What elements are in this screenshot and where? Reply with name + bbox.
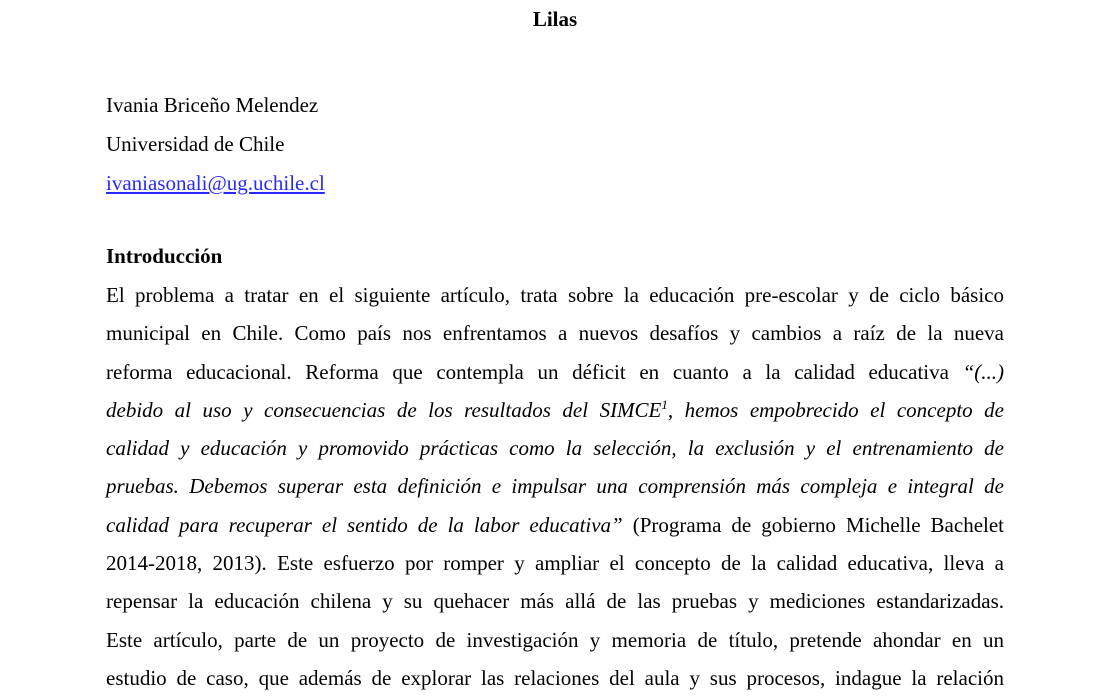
quote-text: “(...) [962,359,1004,384]
quote-text: calidad y educación y promovido prácticas como la selección, la exclusión y el entrenamiento de [106,436,1004,461]
paragraph-text: estudio de caso, que además de explorar las relaciones del aula y sus procesos, indague la relación [106,665,1004,690]
author-name: Ivania Briceño Melendez [106,93,319,117]
introduction-paragraph [106,276,1004,697]
paragraph-line-9 [106,582,1004,620]
paragraph-line-11 [106,659,1004,697]
paragraph-text: El problema a tratar en el siguiente artículo, trata sobre la educación pre-escolar y de ciclo básico [106,283,1004,307]
paragraph-text: Este artículo, parte de un proyecto de investigación y memoria de título, pretende ahondar en un [106,627,1004,652]
paragraph-line-2 [106,314,1004,352]
author-email-link[interactable]: ivaniasonali@ug.uchile.cl [106,171,325,195]
paragraph-line-10 [106,621,1004,659]
quote-text: pruebas. Debemos superar esta definición e impulsar una comprensión más compleja e integral de [106,474,1004,499]
quote-text: , hemos empobrecido el concepto de [667,397,1004,422]
quote-text: debido al uso y consecuencias de los resultados del SIMCE [106,397,662,422]
paragraph-line-6 [106,467,1004,505]
paragraph-text: municipal en Chile. Como país nos enfrentamos a nuevos desafíos y cambios a raíz de la nueva [106,321,1004,346]
paragraph-line-3 [106,353,1004,391]
document-title: Lilas [532,7,578,31]
paragraph-text: reforma educacional. Reforma que contempla un déficit en cuanto a la calidad educativa [106,359,963,384]
paragraph-line-7 [106,506,1004,544]
paragraph-line-4 [106,391,1004,429]
paragraph-text: 2014-2018, 2013). Este esfuerzo por romper y ampliar el concepto de la calidad educativa, lleva a [106,551,1004,576]
citation-text: (Programa de gobierno Michelle Bachelet [622,512,1005,537]
paragraph-line-1 [106,276,1004,314]
paragraph-line-8 [106,544,1004,582]
author-affiliation: Universidad de Chile [106,132,285,156]
paragraph-line-5 [106,429,1004,467]
quote-text: calidad para recuperar el sentido de la labor educativa” [106,512,623,537]
paragraph-text: repensar la educación chilena y su quehacer más allá de las pruebas y mediciones estandarizadas. [106,589,1004,614]
footnote-marker[interactable]: 1 [661,396,668,412]
author-block [106,86,325,203]
section-heading-introduccion: Introducción [106,244,223,268]
